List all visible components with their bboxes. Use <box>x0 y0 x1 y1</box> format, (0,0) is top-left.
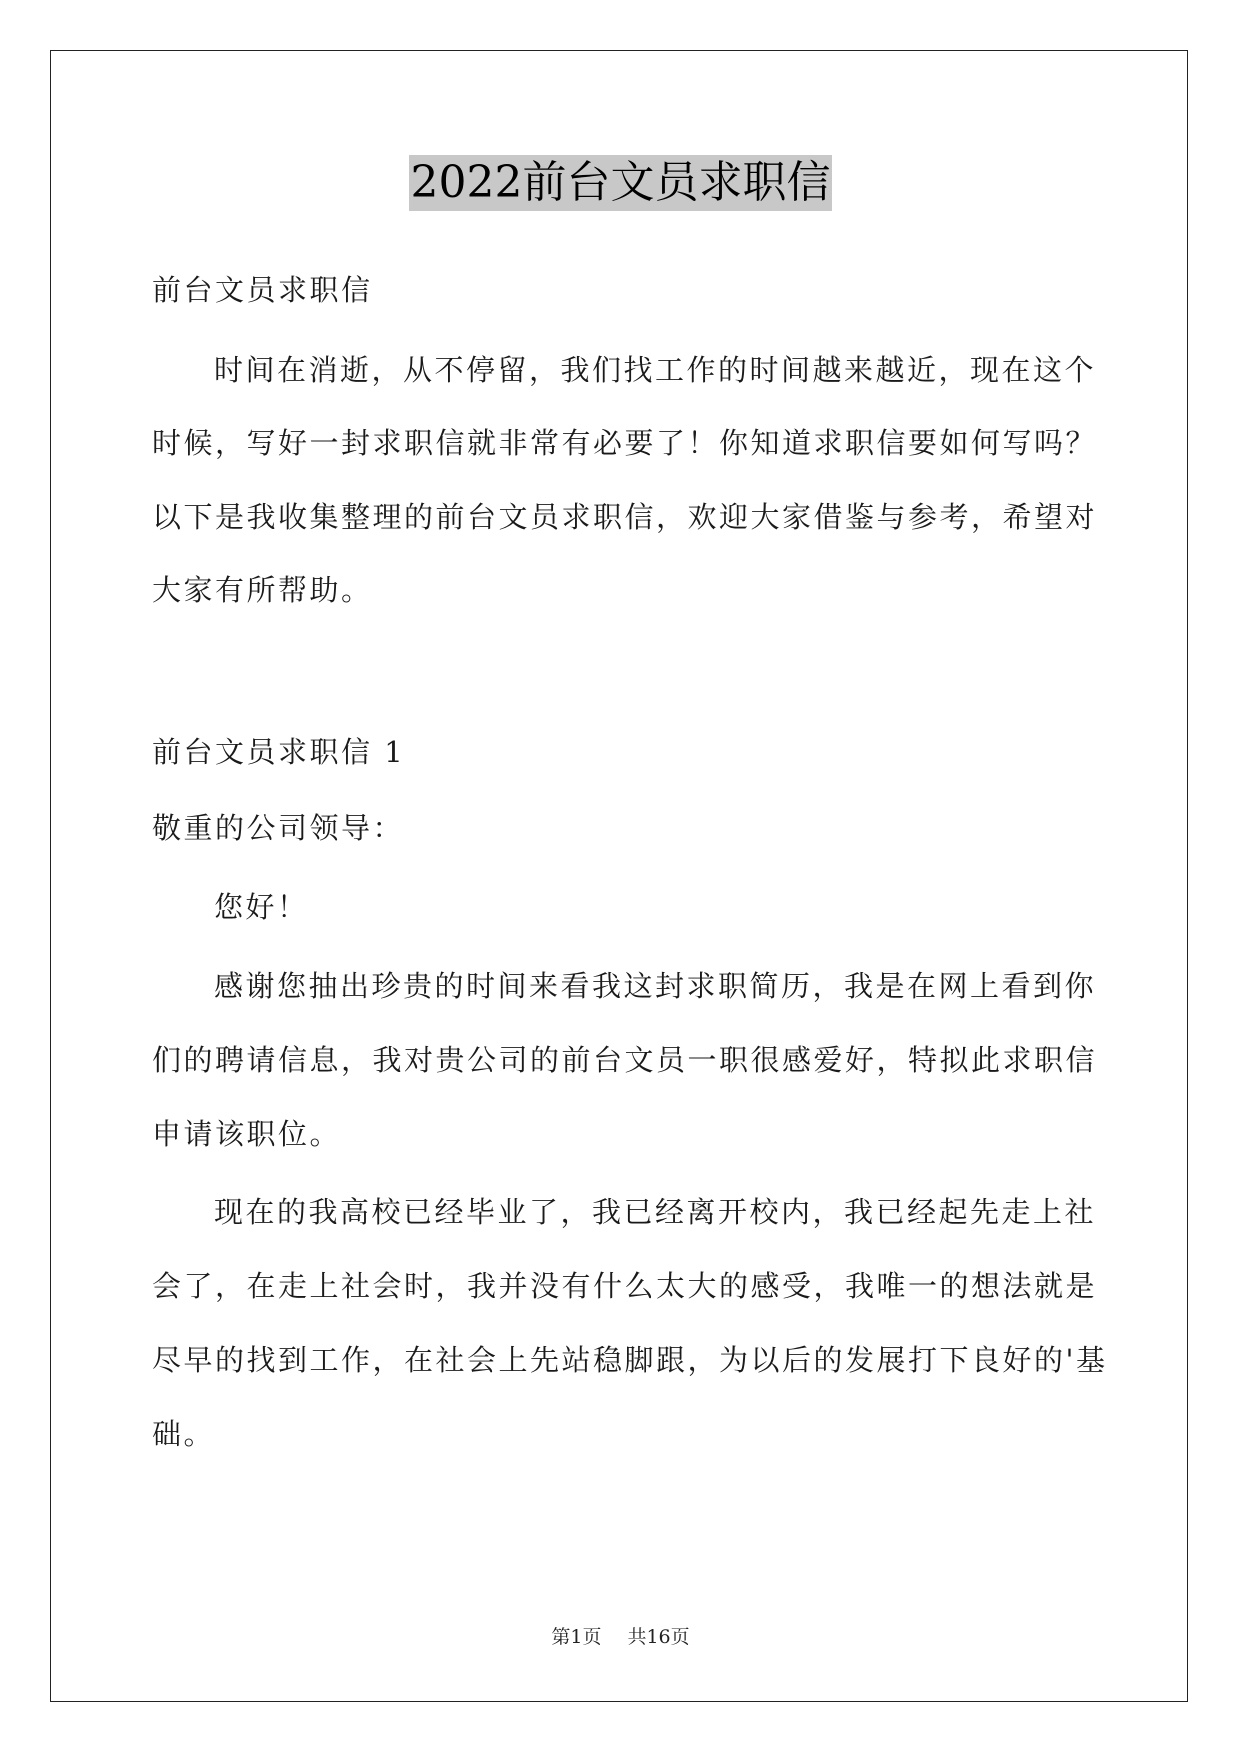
intro-line-4: 大家有所帮助。 <box>152 573 373 607</box>
intro-heading: 前台文员求职信 <box>152 273 373 307</box>
document-title: 2022前台文员求职信 <box>409 155 833 211</box>
page-number: 第1页 <box>551 1626 602 1648</box>
intro-line-1: 时间在消逝，从不停留，我们找工作的时间越来越近，现在这个 <box>214 353 1097 387</box>
section-heading: 前台文员求职信 1 <box>152 735 406 769</box>
paragraph2-line-2: 会了，在走上社会时，我并没有什么太大的感受，我唯一的想法就是 <box>152 1269 1098 1303</box>
salutation: 敬重的公司领导： <box>152 811 405 845</box>
paragraph1-line-2: 们的聘请信息，我对贵公司的前台文员一职很感爱好，特拟此求职信 <box>152 1043 1098 1077</box>
paragraph2-line-1: 现在的我高校已经毕业了，我已经离开校内，我已经起先走上社 <box>214 1195 1097 1229</box>
paragraph2-line-4: 础。 <box>152 1417 216 1451</box>
intro-line-3: 以下是我收集整理的前台文员求职信，欢迎大家借鉴与参考，希望对 <box>152 500 1098 534</box>
total-pages: 共16页 <box>627 1626 690 1648</box>
paragraph2-line-3: 尽早的找到工作，在社会上先站稳脚跟，为以后的发展打下良好的'基 <box>152 1343 1108 1377</box>
greeting: 您好！ <box>214 890 309 924</box>
paragraph1-line-3: 申请该职位。 <box>152 1117 342 1151</box>
page-footer <box>0 1622 1241 1649</box>
title-container <box>0 155 1241 211</box>
paragraph1-line-1: 感谢您抽出珍贵的时间来看我这封求职简历，我是在网上看到你 <box>214 969 1097 1003</box>
intro-line-2: 时候，写好一封求职信就非常有必要了！你知道求职信要如何写吗？ <box>152 426 1098 460</box>
